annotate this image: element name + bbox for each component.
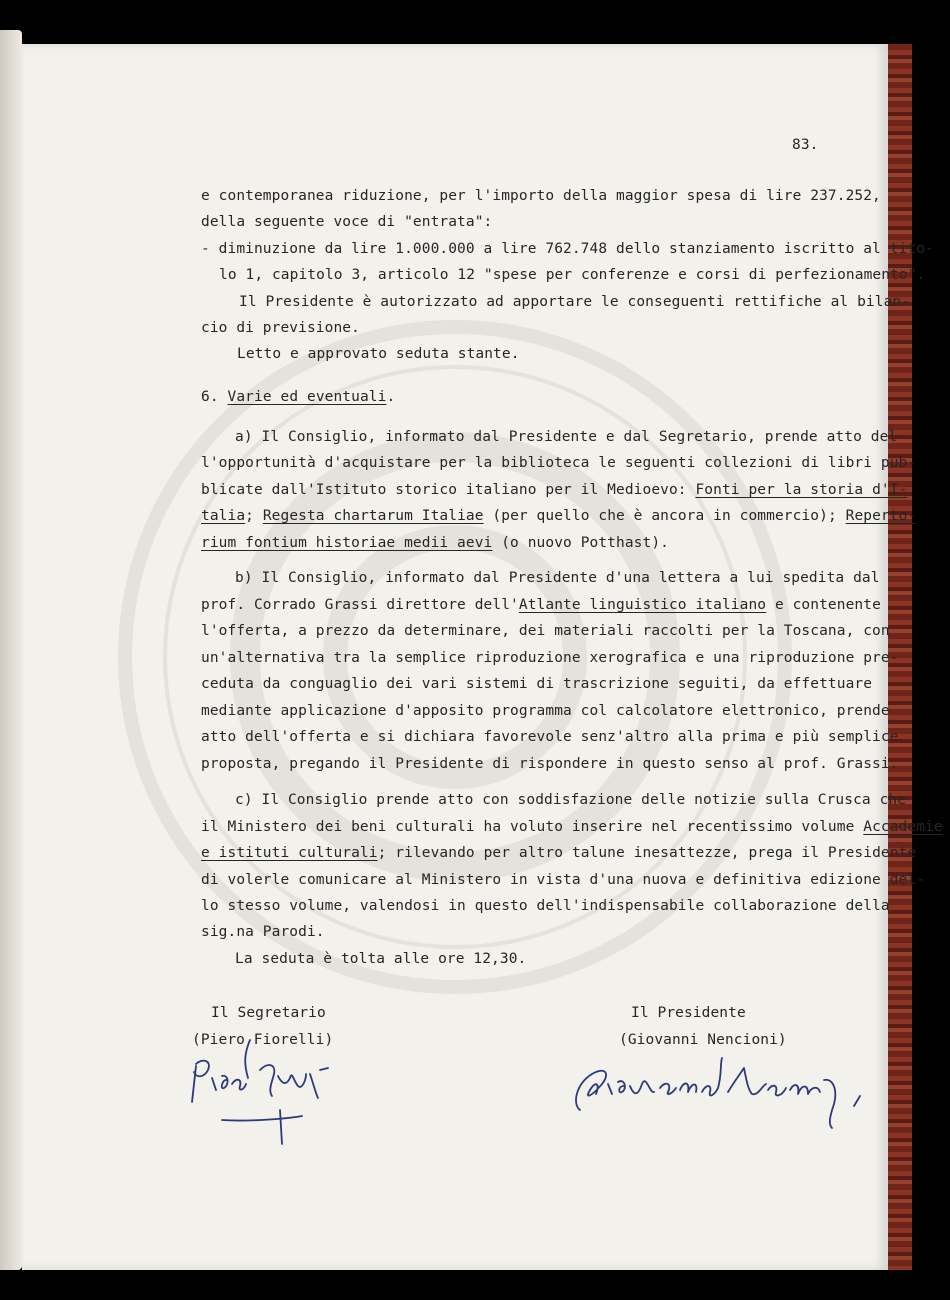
president-signature (562, 1044, 862, 1134)
section-heading (201, 388, 395, 406)
item-a-line-4 (201, 507, 916, 525)
item-c-line-3-post: ; rilevando per altro talune inesattezze, prega il Presidente (377, 845, 917, 861)
title-repertorium: Reperto- (845, 508, 917, 524)
item-b-line-5: ceduta da conguaglio dei vari sistemi di trascrizione seguiti, da effettuare (201, 676, 873, 692)
title-repertorium-cont: rium fontium historiae medii aevi (201, 535, 493, 551)
secretary-signature (182, 1034, 382, 1154)
budget-line-5: Il Presidente è autorizzato ad apportare le conseguenti rettifiche al bilan- (239, 294, 911, 310)
budget-line-4: lo 1, capitolo 3, articolo 12 "spese per conferenze e corsi di perfezionamento". (219, 267, 926, 283)
item-c-line-4: di volerle comunicare al Ministero in vista d'una nuova e definitiva edizione del- (201, 872, 926, 888)
section-title: Varie ed eventuali (227, 389, 387, 405)
item-a-line-2: l'opportunità d'acquistare per la biblioteca le seguenti collezioni di libri pub- (201, 455, 917, 471)
item-a-line-5-text: (o nuovo Potthast). (492, 535, 669, 551)
item-c-line-3 (201, 844, 916, 862)
document-page (22, 44, 943, 1270)
item-b-line-6: mediante applicazione d'apposito programma col calcolatore elettronico, prende (201, 703, 890, 719)
budget-line-3: - diminuzione da lire 1.000.000 a lire 762.748 dello stanziamento iscritto al tito- (201, 241, 934, 257)
item-a-sep-2: (per quello che è ancora in commercio); (483, 508, 846, 524)
title-regesta: Regesta chartarum Italiae (262, 508, 484, 524)
item-a-sep-1: ; (245, 508, 263, 524)
item-c-line-2-pre: il Ministero dei beni culturali ha voluto inserire nel recentissimo volume (201, 819, 864, 835)
item-b-line-2-pre: prof. Corrado Grassi direttore dell' (201, 597, 519, 613)
item-b-line-2 (201, 596, 881, 614)
item-b-line-2-post: e contenente (766, 597, 881, 613)
item-b-line-4: un'alternativa tra la semplice riproduzione xerografica e una riproduzione pre- (201, 650, 899, 666)
item-a-line-3-text: blicate dall'Istituto storico italiano per il Medioevo: (201, 482, 696, 498)
item-c-line-2 (201, 818, 943, 836)
item-c-line-6: sig.na Parodi. (201, 924, 325, 940)
budget-line-2: della seguente voce di "entrata": (201, 214, 493, 230)
budget-line-1: e contemporanea riduzione, per l'importo della maggior spesa di lire 237.252, (201, 188, 881, 204)
president-name: (Giovanni Nencioni) (619, 1032, 787, 1048)
item-b-line-3: l'offerta, a prezzo da determinare, dei materiali raccolti per la Toscana, con (201, 623, 890, 639)
budget-line-6: cio di previsione. (201, 320, 360, 336)
closing-line: La seduta è tolta alle ore 12,30. (235, 951, 527, 967)
item-a-line-5 (201, 534, 669, 552)
budget-line-7: Letto e approvato seduta stante. (237, 346, 520, 362)
title-accademie: Accademie (863, 819, 943, 835)
item-c-line-5: lo stesso volume, valendosi in questo dell'indispensabile collaborazione della (201, 898, 890, 914)
section-title-end: . (386, 389, 396, 405)
title-fonti-cont: talia (201, 508, 246, 524)
item-b-line-1: b) Il Consiglio, informato dal Presidente d'una lettera a lui spedita dal (235, 570, 880, 586)
section-number: 6. (201, 389, 219, 405)
title-fonti: Fonti per la storia d'I- (695, 482, 908, 498)
president-role: Il Presidente (631, 1005, 746, 1021)
item-b-line-7: atto dell'offerta e si dichiara favorevole senz'altro alla prima e più semplice (201, 729, 899, 745)
title-atlante: Atlante linguistico italiano (518, 597, 767, 613)
facing-page-edge (0, 30, 22, 1270)
page-number: 83. (792, 137, 819, 153)
title-accademie-cont: e istituti culturali (201, 845, 378, 861)
item-a-line-3 (201, 481, 907, 499)
item-b-line-8: proposta, pregando il Presidente di rispondere in questo senso al prof. Grassi. (201, 756, 899, 772)
secretary-role: Il Segretario (211, 1005, 326, 1021)
secretary-name: (Piero Fiorelli) (192, 1032, 334, 1048)
item-a-line-1: a) Il Consiglio, informato dal Presidente e dal Segretario, prende atto del- (235, 429, 907, 445)
item-c-line-1: c) Il Consiglio prende atto con soddisfazione delle notizie sulla Crusca che (235, 792, 907, 808)
